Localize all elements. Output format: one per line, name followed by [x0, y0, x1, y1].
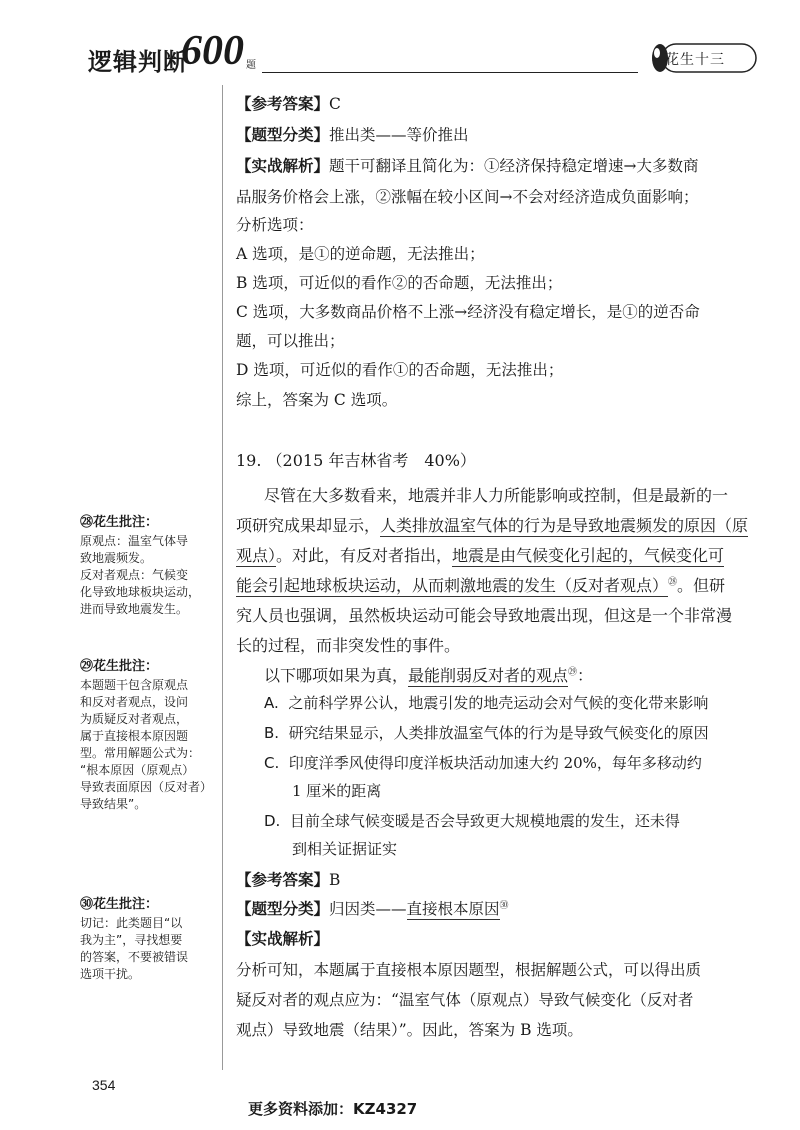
brand-name: 花生十三 [665, 52, 725, 68]
option-d[interactable] [264, 810, 680, 831]
type-value: 归因类—— [329, 900, 407, 918]
analysis-label: 【实战解析】 [236, 930, 330, 948]
question-stem-colon: ： [577, 666, 594, 685]
original-view-underlined: 人类排放温室气体的行为是导致地震频发的原因（原 [380, 516, 749, 535]
type-label: 【题型分类】 [236, 126, 330, 144]
note-title: ㉚花生批注： [80, 897, 159, 912]
option-text: 研究结果显示，人类排放温室气体的行为是导致气候变化的原因 [288, 724, 709, 742]
question-source: （2015 年吉林省考 40%） [266, 451, 476, 470]
analysis-text: 品服务价格会上涨，②涨幅在较小区间→不会对经济造成负面影响； [236, 188, 699, 206]
page-number: 354 [92, 1077, 116, 1093]
option-text: 印度洋季风使得印度洋板块活动加速大约 20%，每年多移动约 [288, 754, 702, 772]
book-title: 逻辑判断 [88, 48, 188, 76]
note-body: 本题题干包含原观点 和反对者观点，设问 为质疑反对者观点， 属于直接根本原因题 型。常用解题公式为： “根本原因（原观点） 导致表面原因（反对者） 导致结果”。 [80, 678, 213, 811]
type-value-underlined: 直接根本原因 [406, 900, 500, 918]
analysis-text: 分析选项： [236, 216, 314, 234]
option-a[interactable] [264, 692, 708, 713]
option-b[interactable] [264, 722, 709, 743]
note-body: 原观点：温室气体导 致地震频发。 反对者观点：气候变 化导致地球板块运动， 进而导致地震发生。 [80, 534, 201, 616]
question-text: 究人员也强调，虽然板块运动可能会导致地震出现，但这是一个非常漫 [236, 606, 733, 625]
question-text: 长的过程，而非突发性的事件。 [236, 636, 461, 655]
question-stem: 以下哪项如果为真， [264, 666, 409, 685]
option-c-cont: 1 厘米的距离 [292, 782, 382, 800]
option-analysis-a: A 选项，是①的逆命题，无法推出； [236, 245, 485, 263]
margin-note-29 [80, 658, 220, 813]
question-text: 。对此，有反对者指出， [276, 546, 453, 565]
question-text: 尽管在大多数看来，地震并非人力所能影响或控制，但是最新的一 [264, 486, 729, 505]
option-letter: D. [264, 812, 281, 830]
answer-label: 【参考答案】 [236, 95, 330, 113]
analysis-text: 题干可翻译且简化为：①经济保持稳定增速→大多数商 [329, 157, 699, 175]
option-analysis-b: B 选项，可近似的看作②的否命题，无法推出； [236, 274, 563, 292]
original-view-underlined: 观点） [236, 546, 277, 565]
opposing-view-underlined: 地震是由气候变化引起的，气候变化可 [452, 546, 725, 565]
footnote-ref-30: ㉚ [499, 900, 509, 911]
header-rule [262, 72, 638, 73]
type-label: 【题型分类】 [236, 900, 330, 918]
option-letter: B. [264, 724, 280, 742]
analysis-text: 观点）导致地震（结果）”。因此，答案为 B 选项。 [236, 1021, 583, 1039]
option-analysis-d: D 选项，可近似的看作①的否命题，无法推出； [236, 361, 564, 379]
page-header [0, 0, 800, 80]
option-letter: A. [264, 694, 279, 712]
note-title: ㉘花生批注： [80, 515, 159, 530]
question-stem-underlined: 最能削弱反对者的观点 [408, 666, 569, 685]
note-title: ㉙花生批注： [80, 659, 159, 674]
type-value: 推出类——等价推出 [329, 126, 469, 144]
question-number: 19. [236, 451, 262, 470]
note-body: 切记：此类题目“以 我为主”，寻找想要 的答案，不要被错误 选项干扰。 [80, 916, 189, 981]
book-number: 600 [181, 28, 244, 74]
option-text: 目前全球气候变暖是否会导致更大规模地震的发生，还未得 [289, 812, 680, 830]
option-c[interactable] [264, 752, 702, 773]
margin-divider [222, 85, 223, 1070]
question-text: 。但研 [677, 576, 726, 595]
margin-note-28 [80, 514, 220, 618]
option-text: 之前科学界公认，地震引发的地壳运动会对气候的变化带来影响 [288, 694, 709, 712]
option-analysis-c: C 选项，大多数商品价格不上涨→经济没有稳定增长，是①的逆否命 [236, 303, 700, 321]
footnote-ref-28: ㉘ [668, 577, 678, 588]
option-d-cont: 到相关证据证实 [292, 840, 398, 858]
answer-value: C [329, 95, 341, 113]
margin-note-30 [80, 896, 220, 983]
analysis-label: 【实战解析】 [236, 157, 330, 175]
option-analysis-c-cont: 题，可以推出； [236, 332, 345, 350]
option-letter: C. [264, 754, 280, 772]
book-suffix: 题 [246, 60, 256, 71]
footnote-ref-29: ㉙ [568, 667, 578, 678]
question-text: 项研究成果却显示， [236, 516, 381, 535]
analysis-text: 疑反对者的观点应为：“温室气体（原观点）导致气候变化（反对者 [236, 991, 694, 1009]
brand-logo [640, 40, 760, 76]
opposing-view-underlined: 能会引起地球板块运动，从而刺激地震的发生（反对者观点） [236, 576, 669, 595]
conclusion: 综上，答案为 C 选项。 [236, 391, 398, 409]
footer-watermark: 更多资料添加：KZ4327 [248, 1100, 418, 1118]
answer-value: B [329, 871, 341, 889]
answer-label: 【参考答案】 [236, 871, 330, 889]
analysis-text: 分析可知，本题属于直接根本原因题型，根据解题公式，可以得出质 [236, 961, 702, 979]
